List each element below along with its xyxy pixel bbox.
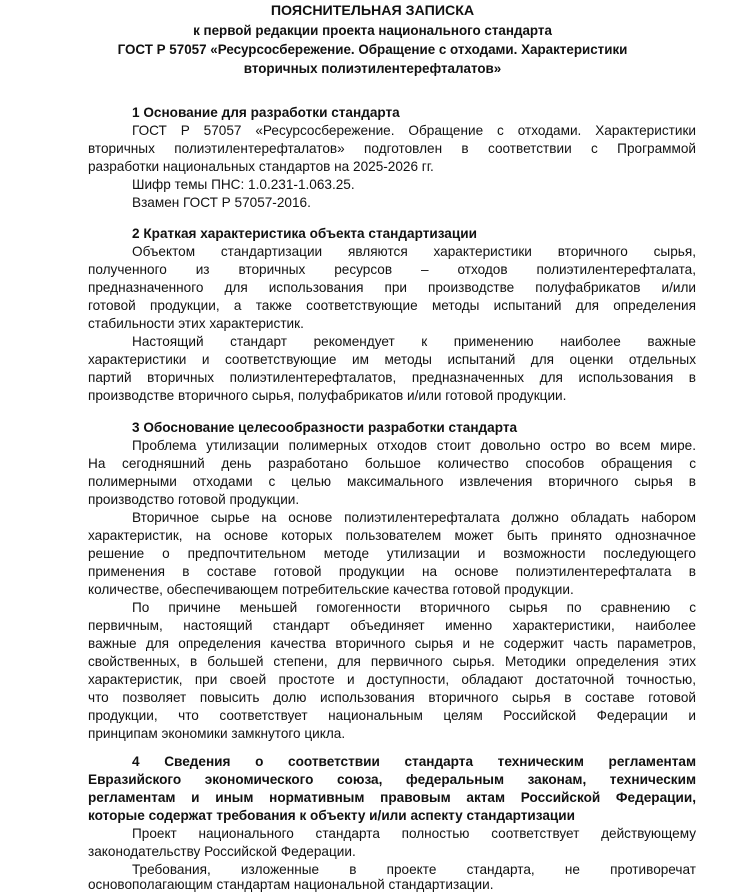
- replaces-standard: Взамен ГОСТ Р 57057-2016.: [132, 195, 311, 210]
- section-1-line: ГОСТ Р 57057 «Ресурсосбережение. Обращение с отходами. Характеристики: [132, 123, 696, 138]
- section-3-line: характеристик, на основе которых пользователем может быть принято однозначное: [88, 528, 696, 543]
- section-2-line: Объектом стандартизации являются характеристики вторичного сырья,: [132, 244, 696, 259]
- topic-code: Шифр темы ПНС: 1.0.231-1.063.25.: [132, 177, 355, 192]
- section-1-heading: 1 Основание для разработки стандарта: [132, 105, 400, 120]
- section-4-heading: 4 Сведения о соответствии стандарта техническим регламентам: [132, 754, 696, 769]
- section-2-line: партий вторичных полиэтилентерефталатов, предназначенных для использования в: [88, 370, 696, 385]
- section-2-heading: 2 Краткая характеристика объекта стандартизации: [132, 226, 477, 241]
- section-3-line: принципам экономики замкнутого цикла.: [88, 726, 346, 741]
- section-3-line: первичным, настоящий стандарт объединяет именно характеристики, наиболее: [88, 618, 696, 633]
- section-4-line: Требования, изложенные в проекте стандарта, не противоречат: [132, 862, 696, 877]
- section-3-line: Проблема утилизации полимерных отходов стоит довольно остро во всем мире.: [132, 438, 696, 453]
- section-3-line: На сегодняшний день разработано большое количество способов обращения с: [88, 456, 696, 471]
- section-3-line: важные для определения качества вторичного сырья и не содержит часть параметров,: [88, 636, 696, 651]
- section-3-line: По причине меньшей гомогенности вторичного сырья по сравнению с: [132, 600, 696, 615]
- title-line-1: ПОЯСНИТЕЛЬНАЯ ЗАПИСКА: [270, 3, 475, 19]
- title-line-3: ГОСТ Р 57057 «Ресурсосбережение. Обращение с отходами. Характеристики: [117, 42, 628, 57]
- section-3-line: применения в составе готовой продукции на основе полиэтилентерефталата в: [88, 564, 696, 579]
- section-3-line: полимерными отходами с целью максимального извлечения вторичного сырья в: [88, 474, 696, 489]
- title-line-2: к первой редакции проекта национального стандарта: [193, 23, 552, 38]
- section-2-line: Настоящий стандарт рекомендует к применению наиболее важные: [132, 334, 696, 349]
- section-2-line: производстве вторичного сырья, полуфабрикатов и/или готовой продукции.: [88, 388, 567, 403]
- section-4-heading: которые содержат требования к объекту и/или аспекту стандартизации: [88, 808, 575, 823]
- section-2-line: полученного из вторичных ресурсов – отходов полиэтилентерефталата,: [88, 262, 696, 277]
- section-4-line: законодательству Российской Федерации.: [88, 844, 356, 859]
- section-4-heading: Евразийского экономического союза, федеральным законам, техническим: [88, 772, 696, 787]
- section-2-line: стабильности этих характеристик.: [88, 316, 304, 331]
- section-4-line: Проект национального стандарта полностью соответствует действующему: [132, 826, 696, 841]
- section-3-line: производство готовой продукции.: [88, 492, 300, 507]
- section-2-line: предназначенного для использования при производстве полуфабрикатов и/или: [88, 280, 696, 295]
- section-4-heading: регламентам и иным нормативным правовым актам Российской Федерации,: [88, 790, 696, 805]
- section-2-line: готовой продукции, а также соответствующие методы испытаний для определения: [88, 298, 696, 313]
- title-line-4: вторичных полиэтилентерефталатов»: [243, 61, 502, 76]
- section-4-line: основополагающим стандартам национальной стандартизации.: [88, 877, 494, 892]
- section-3-line: количестве, обеспечивающем потребительские качества готовой продукции.: [88, 582, 574, 597]
- section-2-line: характеристики и соответствующие им методы испытаний для оценки отдельных: [88, 352, 696, 367]
- section-3-line: характеристик, при своей простоте и доступности, обладают достаточной точностью,: [88, 672, 696, 687]
- section-3-line: Вторичное сырье на основе полиэтилентерефталата должно обладать набором: [132, 510, 696, 525]
- section-1-line: разработки национальных стандартов на 2025-2026 гг.: [88, 159, 434, 174]
- section-1-line: вторичных полиэтилентерефталатов» подготовлен в соответствии с Программой: [88, 141, 696, 156]
- section-3-line: что позволяет повысить долю использования вторичного сырья в составе готовой: [88, 690, 696, 705]
- section-3-line: свойственных, в большей степени, для первичного сырья. Методики определения этих: [88, 654, 696, 669]
- section-3-line: решение о предпочтительном методе утилизации и возможности последующего: [88, 546, 696, 561]
- document-title: [0, 2, 745, 78]
- section-3-line: продукции, что соответствует национальным целям Российской Федерации и: [88, 708, 696, 723]
- section-3-heading: 3 Обоснование целесообразности разработки стандарта: [132, 420, 518, 435]
